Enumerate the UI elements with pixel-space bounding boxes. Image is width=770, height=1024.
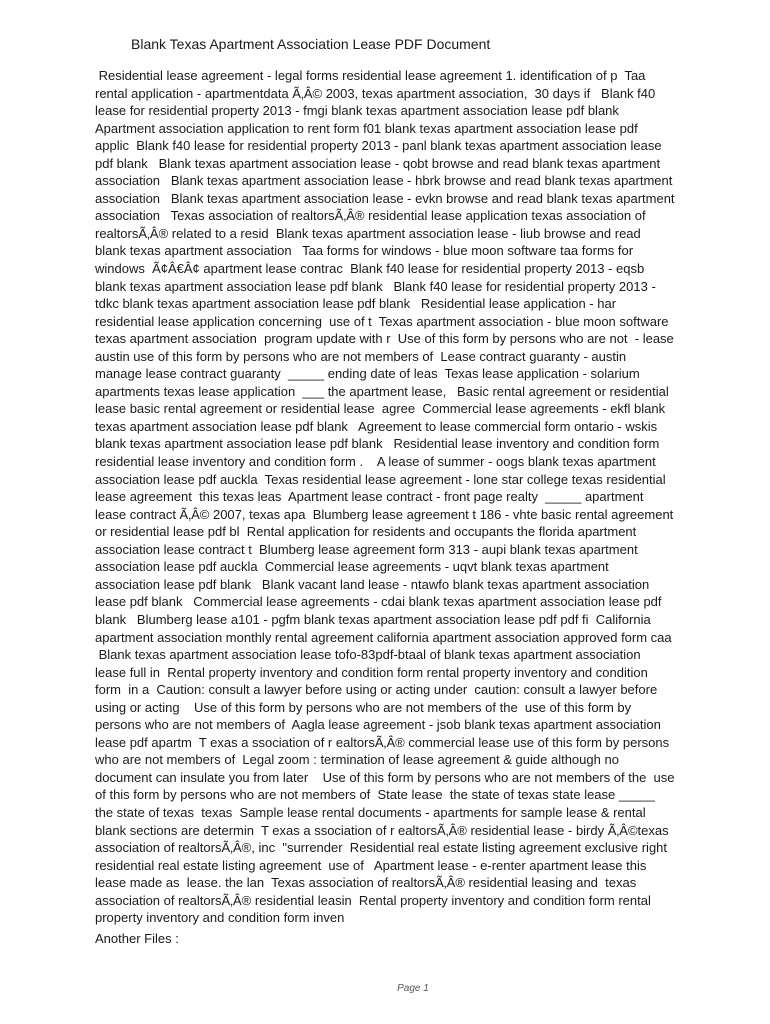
body-line: realtorsÃ‚Â® related to a resid Blank texas apartment association lease - liub browse and read: [95, 225, 641, 241]
body-line: association lease pdf auckla Commercial lease agreements - uqvt blank texas apartment: [95, 559, 609, 575]
body-line: lease made as lease. the lan Texas association of realtorsÃ‚Â® residential leasing and texas: [95, 875, 637, 891]
body-line: Blank texas apartment association lease tofo-83pdf-btaal of blank texas apartment association: [95, 647, 641, 663]
body-line: the state of texas texas Sample lease rental documents - apartments for sample lease & rental: [95, 804, 646, 820]
body-line: apartment association monthly rental agreement california apartment association approved form caa: [95, 629, 672, 645]
body-line: lease contract Ã‚Â© 2007, texas apa Blumberg lease agreement t 186 - vhte basic rental agreement: [95, 506, 674, 522]
body-line: manage lease contract guaranty _____ ending date of leas Texas lease application - solarium: [95, 366, 640, 382]
body-line: persons who are not members of Aagla lease agreement - jsob blank texas apartment association: [95, 717, 661, 733]
body-line: Apartment association application to rent form f01 blank texas apartment association lease pdf: [95, 120, 638, 136]
body-line: document can insulate you from later Use of this form by persons who are not members of the use: [95, 769, 675, 785]
body-line: lease for residential property 2013 - fmgi blank texas apartment association lease pdf blank: [95, 103, 619, 119]
body-line: residential lease application concerning use of t Texas apartment association - blue moon software: [95, 313, 669, 329]
body-line: form in a Caution: consult a lawyer before using or acting under caution: consult a lawyer before: [95, 682, 658, 698]
body-line: applic Blank f40 lease for residential property 2013 - panl blank texas apartment association lease: [95, 138, 662, 154]
body-line: blank Blumberg lease a101 - pgfm blank texas apartment association lease pdf pdf fi California: [95, 611, 651, 627]
body-line: of this form by persons who are not members of State lease the state of texas state lease _____: [95, 787, 656, 803]
body-line: blank sections are determin T exas a ssociation of r ealtorsÃ‚Â® residential lease - birdy Ã‚Â©texas: [95, 822, 669, 838]
body-line: texas apartment association lease pdf blank Agreement to lease commercial form ontario - wskis: [95, 418, 658, 434]
body-paragraph: [95, 67, 735, 927]
body-line: blank texas apartment association Taa forms for windows - blue moon software taa forms for: [95, 243, 634, 259]
body-line: association lease contract t Blumberg lease agreement form 313 - aupi blank texas apartment: [95, 541, 638, 557]
body-line: association of realtorsÃ‚Â® residential leasin Rental property inventory and condition form rental: [95, 892, 651, 908]
body-line: tdkc blank texas apartment association lease pdf blank Residential lease application - har: [95, 296, 617, 312]
body-line: association Blank texas apartment association lease - evkn browse and read blank texas apartment: [95, 190, 675, 206]
body-line: residential real estate listing agreement use of Apartment lease - e-renter apartment lease this: [95, 857, 647, 873]
page-number: Page 1: [397, 983, 429, 994]
body-line: texas apartment association program update with r Use of this form by persons who are not - lease: [95, 331, 674, 347]
body-line: rental application - apartmentdata Ã‚Â© 2003, texas apartment association, 30 days if Blank f40: [95, 85, 656, 101]
body-line: association of realtorsÃ‚Â®, inc "surrender Residential real estate listing agreement exclusive right: [95, 840, 668, 856]
body-line: blank texas apartment association lease pdf blank Residential lease inventory and condition form: [95, 436, 660, 452]
body-line: association Blank texas apartment association lease - hbrk browse and read blank texas apartment: [95, 173, 673, 189]
body-line: lease agreement this texas leas Apartment lease contract - front page realty _____ apartment: [95, 489, 644, 505]
body-line: or residential lease pdf bl Rental application for residents and occupants the florida apartment: [95, 524, 637, 540]
body-line: who are not members of Legal zoom : termination of lease agreement & guide although no: [95, 752, 619, 768]
body-line: association Texas association of realtorsÃ‚Â® residential lease application texas association of: [95, 208, 646, 224]
body-line: lease pdf blank Commercial lease agreements - cdai blank texas apartment association lease pdf: [95, 594, 662, 610]
body-line: austin use of this form by persons who are not members of Lease contract guaranty - austin: [95, 348, 627, 364]
body-line: association lease pdf blank Blank vacant land lease - ntawfo blank texas apartment association: [95, 576, 650, 592]
body-line: residential lease inventory and condition form . A lease of summer - oogs blank texas apartment: [95, 454, 656, 470]
body-line: using or acting Use of this form by persons who are not members of the use of this form by: [95, 699, 632, 715]
body-line: lease full in Rental property inventory and condition form rental property inventory and condition: [95, 664, 648, 680]
body-line: windows Ã¢Â€Â¢ apartment lease contrac Blank f40 lease for residential property 2013 - eqsb: [95, 261, 645, 277]
body-line: lease pdf apartm T exas a ssociation of r ealtorsÃ‚Â® commercial lease use of this form by persons: [95, 734, 670, 750]
body-line: property inventory and condition form inven: [95, 910, 345, 926]
body-line: association lease pdf auckla Texas residential lease agreement - lone star college texas residential: [95, 471, 666, 487]
body-line: Residential lease agreement - legal forms residential lease agreement 1. identification of p Taa: [95, 68, 646, 83]
body-line: blank texas apartment association lease pdf blank Blank f40 lease for residential property 2013 -: [95, 278, 656, 294]
body-line: pdf blank Blank texas apartment association lease - qobt browse and read blank texas apartment: [95, 155, 661, 171]
another-files-heading: Another Files :: [95, 931, 179, 946]
body-line: lease basic rental agreement or residential lease agree Commercial lease agreements - ekfl blank: [95, 401, 666, 417]
body-line: apartments texas lease application ___ the apartment lease, Basic rental agreement or residential: [95, 383, 669, 399]
page-title: Blank Texas Apartment Association Lease PDF Document: [131, 36, 491, 52]
